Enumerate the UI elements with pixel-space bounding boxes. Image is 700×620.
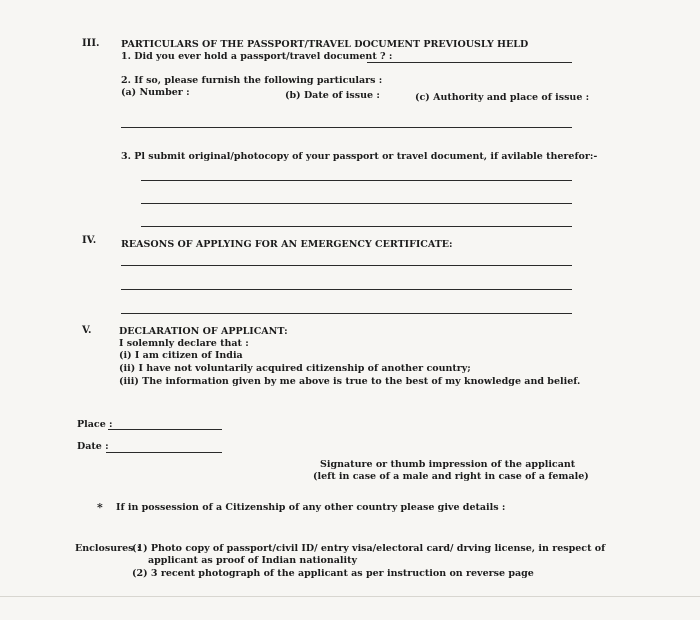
reasons-answer-line-1[interactable] <box>121 265 572 266</box>
reasons-answer-line-2[interactable] <box>121 289 572 290</box>
section-4-number: IV. <box>82 235 97 246</box>
question-3-label: 3. Pl submit original/photocopy of your passport or travel document, if avilable therefor:- <box>121 151 598 162</box>
declaration-intro: I solemnly declare that : <box>119 338 249 349</box>
section-5-number: V. <box>82 325 92 336</box>
signature-caption: Signature or thumb impression of the applicant <box>320 459 576 470</box>
signature-note: (left in case of a male and right in case of a female) <box>313 471 589 482</box>
asterisk-mark: * <box>97 501 103 514</box>
date-of-issue-label: (b) Date of issue : <box>285 90 380 101</box>
authority-place-label: (c) Authority and place of issue : <box>415 92 590 103</box>
declaration-item-1: (i) I am citizen of India <box>119 350 243 361</box>
question-2-label: 2. If so, please furnish the following particulars : <box>121 75 383 86</box>
date-field-line[interactable] <box>106 452 222 453</box>
question-1-label: 1. Did you ever hold a passport/travel document ? : <box>121 51 393 62</box>
question-2-answer-line[interactable] <box>121 127 572 128</box>
declaration-item-3: (iii) The information given by me above is true to the best of my knowledge and belief. <box>119 376 581 387</box>
declaration-item-2: (ii) I have not voluntarily acquired citizenship of another country; <box>119 363 471 374</box>
question-3-answer-line-2[interactable] <box>141 203 572 204</box>
place-field-line[interactable] <box>108 429 222 430</box>
page-crease <box>0 596 700 597</box>
question-3-answer-line-1[interactable] <box>141 180 572 181</box>
place-label: Place : <box>77 419 113 430</box>
section-3-title: PARTICULARS OF THE PASSPORT/TRAVEL DOCUMENT PREVIOUSLY HELD <box>121 39 529 50</box>
section-3-number: III. <box>82 38 100 49</box>
passport-number-label: (a) Number : <box>121 87 190 98</box>
citizenship-note: If in possession of a Citizenship of any other country please give details : <box>116 502 506 513</box>
question-3-answer-line-3[interactable] <box>141 226 572 227</box>
question-1-answer-line[interactable] <box>367 62 572 63</box>
section-4-title: REASONS OF APPLYING FOR AN EMERGENCY CERTIFICATE: <box>121 239 453 250</box>
enclosure-item-1-continued: applicant as proof of Indian nationality <box>148 555 358 566</box>
section-5-title: DECLARATION OF APPLICANT: <box>119 326 288 337</box>
enclosure-item-2: (2) 3 recent photograph of the applicant as per instruction on reverse page <box>132 568 534 579</box>
date-label: Date : <box>77 441 109 452</box>
enclosures-label: Enclosures : <box>75 543 141 554</box>
enclosure-item-1: (1) Photo copy of passport/civil ID/ entry visa/electoral card/ drving license, in respect of <box>132 543 606 554</box>
reasons-answer-line-3[interactable] <box>121 313 572 314</box>
